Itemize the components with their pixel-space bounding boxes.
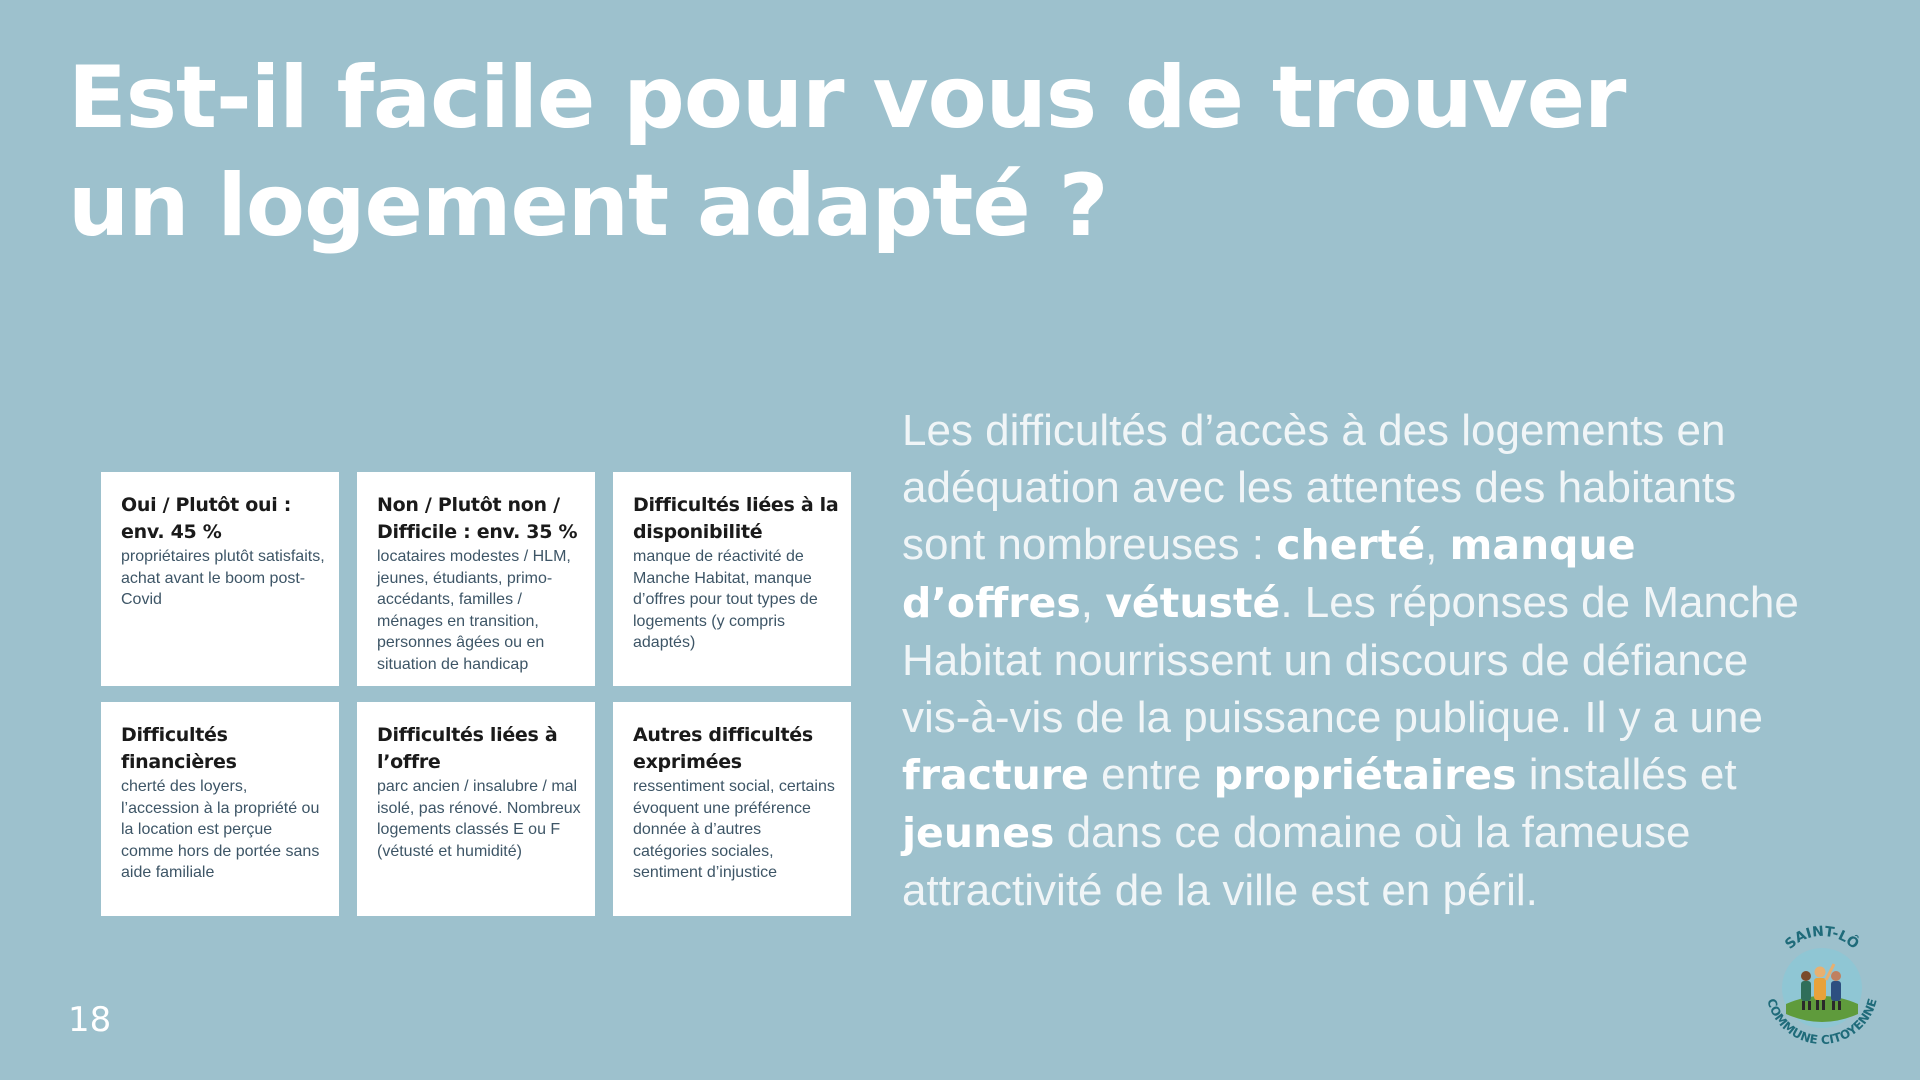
card-title: Oui / Plutôt oui : env. 45 % xyxy=(121,494,292,543)
saint-lo-logo-icon xyxy=(1752,918,1892,1058)
card-title: Autres difficultés exprimées xyxy=(633,724,813,773)
summary-text: . Les réponses de Manche Habitat nourrissent un discours de défiance vis-à-vis de la puissance publique. Il y a une xyxy=(902,578,1799,742)
card-body: cherté des loyers, l’accession à la propriété ou la location est perçue comme hors de portée sans aide familiale xyxy=(121,778,320,881)
summary-paragraph xyxy=(902,402,1802,919)
card-title: Difficultés financières xyxy=(121,724,237,773)
summary-text: entre xyxy=(1088,750,1214,799)
logo-bottom-text: COMMUNE CITOYENNE xyxy=(1764,996,1880,1048)
card-title: Difficultés liées à la disponibilité xyxy=(633,494,839,543)
card-body: manque de réactivité de Manche Habitat, manque d’offres pour tout types de logements (y compris adaptés) xyxy=(633,548,818,651)
logo-top-text: SAINT-LÔ xyxy=(1782,923,1862,953)
card-title: Difficultés liées à l’offre xyxy=(377,724,558,773)
card-no xyxy=(357,472,595,686)
highlight-proprietaires: propriétaires xyxy=(1213,751,1517,799)
cards-grid xyxy=(101,472,851,916)
card-body: propriétaires plutôt satisfaits, achat avant le boom post-Covid xyxy=(121,548,325,608)
highlight-cherte: cherté xyxy=(1276,521,1426,569)
card-yes xyxy=(101,472,339,686)
card-other xyxy=(613,702,851,916)
card-financial xyxy=(101,702,339,916)
card-availability xyxy=(613,472,851,686)
card-offer xyxy=(357,702,595,916)
summary-text: Les difficultés d’accès à des logements en adéquation avec les attentes des habitants sont nombreuses : xyxy=(902,406,1737,569)
highlight-vetuste: vétusté xyxy=(1105,579,1281,627)
page-number: 18 xyxy=(68,1000,112,1040)
highlight-fracture: fracture xyxy=(902,751,1089,799)
highlight-manque-offres: manque d’offres xyxy=(902,521,1636,627)
summary-text: dans ce domaine où la fameuse attractivité de la ville est en péril. xyxy=(902,808,1691,915)
card-body: parc ancien / insalubre / mal isolé, pas rénové. Nombreux logements classés E ou F (vétusté et humidité) xyxy=(377,778,581,860)
slide-title: Est-il facile pour vous de trouver un logement adapté ? xyxy=(68,48,1626,256)
summary-text: , xyxy=(1080,578,1106,627)
card-body: locataires modestes / HLM, jeunes, étudiants, primo-accédants, familles / ménages en transition, personnes âgées ou en situation de handicap xyxy=(377,548,571,673)
summary-text: , xyxy=(1425,520,1450,569)
card-body: ressentiment social, certains évoquent une préférence donnée à d’autres catégories sociales, sentiment d’injustice xyxy=(633,778,835,881)
card-title: Non / Plutôt non / Difficile : env. 35 % xyxy=(377,494,578,543)
summary-text: installés et xyxy=(1516,750,1737,799)
highlight-jeunes: jeunes xyxy=(902,809,1055,857)
